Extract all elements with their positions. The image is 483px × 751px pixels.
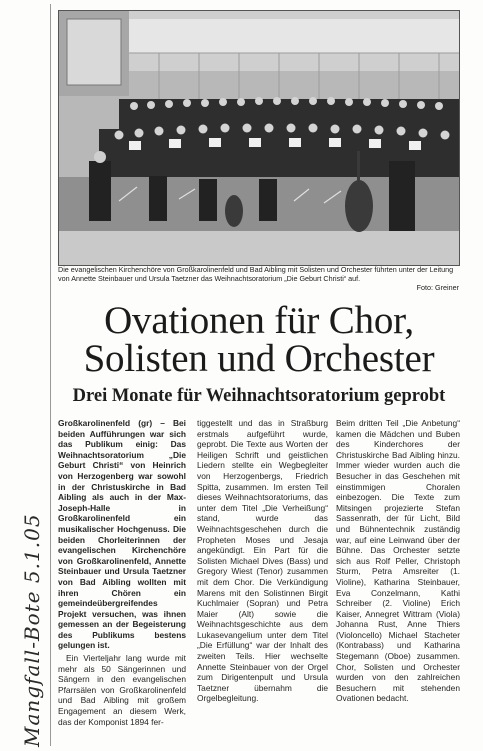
article-column-3: [336, 418, 460, 704]
choir-orchestra-photo: [58, 10, 460, 266]
headline: [58, 299, 460, 380]
handwritten-source-note: Mangfall-Bote 5.1.05: [20, 513, 44, 747]
article-body-1: Ein Vierteljahr lang wurde mit mehr als 50 Sängerinnen und Sängern in den evangelischen Pfarrsälen von Großkarolinenfeld und Bad Aibling mit großem Engagement an diesem Werk, das der Komponist 1894 fer-: [58, 653, 186, 727]
article-column-1: [58, 418, 186, 727]
headline-line-2: Solisten und Orchester: [83, 337, 435, 380]
clipping-edge-line: [50, 4, 51, 746]
article-body-2: tiggestellt und das in Straßburg erstmals aufgeführt wurde, geprobt. Die Texte aus Worten der Heiligen Schrift und geistlichen Liedern stellte ein Wegbegleiter von Herzogenbergs, Friedrich Spitta, zusammen. Im ersten Teil dieses Weihnachtsoratoriums, das unter dem Titel „Die Verheißung“ stand, wurde das Weihnachtsgeschehen durch die Propheten Moses und Jesaja angekündigt. Ein Part für die Solisten Michael Dives (Bass) und Gregory Wiest (Tenor) zusammen mit dem Chor. Die Verkündigung Marens mit den Solistinnen Birgit Kuchlmaier (Sopran) und Petra Maier (Alt) sowie die Weihnachtsgeschichte aus dem Lukasevangelium unter dem Titel „Die Erfüllung“ war der Inhalt des zweiten Teils. Hier wechselte Annette Steinbauer von der Orgel zum Dirigentenpult und Ursula Taetzner übernahm die Orgelbegleitung.: [197, 418, 328, 704]
article-lead: Großkarolinenfeld (gr) – Bei beiden Aufführungen war sich das Publikum einig: Das Weihnachtsoratorium „Die Geburt Christi“ von Heinrich von Herzogenberg war sowohl in der Christuskirche in Bad Aibling als auch in der Max-Joseph-Halle in Großkarolinenfeld ein musikalischer Hochgenuss. Die beiden Chorleiterinnen der evangelischen Kirchenchöre von Großkarolinenfeld, Annette Steinbauer und Ursula Taetzner von Bad Aibling wollten mit ihren Chören ein gemeindeübergreifendes Projekt versuchen, was ihnen gemessen an der Begeisterung des Publikums bestens gelungen ist.: [58, 418, 186, 651]
photo-credit: Foto: Greiner: [416, 283, 459, 292]
article-body-3: Beim dritten Teil „Die Anbetung“ kamen die Mädchen und Buben des Kinderchores der Christuskirche Bad Aibling hinzu. Immer wieder wurden auch die Besucher in das Geschehen mit einstimmigen Choralen einbezogen. Die Texte zum Mitsingen projezierte Stefan Sassenrath, der für Licht, Bild und Bühnentechnik zuständig war, auf eine Leinwand über der Bühne. Das Orchester setzte sich aus Rolf Peller, Christoph Sturm, Petra Amsreiter (1. Violine), Katharina Steinbauer, Eva Conzelmann, Kathi Schreiber (2. Violine) Erich Kaiser, Annegret Wittram (Viola) Johanna Rust, Anne Thiers (Violoncello) Michael Stacheter (Kontrabass) und Katharina Stegemann (Oboe) zusammen. Chor, Solisten und Orchester wurden von den zahlreichen Besuchern mit stehenden Ovationen bedacht.: [336, 418, 460, 704]
photo-illustration: [59, 11, 459, 265]
headline-line-1: Ovationen für Chor,: [104, 299, 414, 342]
subheadline: Drei Monate für Weihnachtsoratorium geprobt: [72, 386, 446, 406]
photo-caption: Die evangelischen Kirchenchöre von Großkarolinenfeld und Bad Aibling mit Solisten und Orchester führten unter der Leitung von Annette Steinbauer und Ursula Taetzner das Weihnachtsoratorium „Die Geburt Christi“ auf.: [58, 265, 454, 283]
article-column-2: [197, 418, 328, 704]
